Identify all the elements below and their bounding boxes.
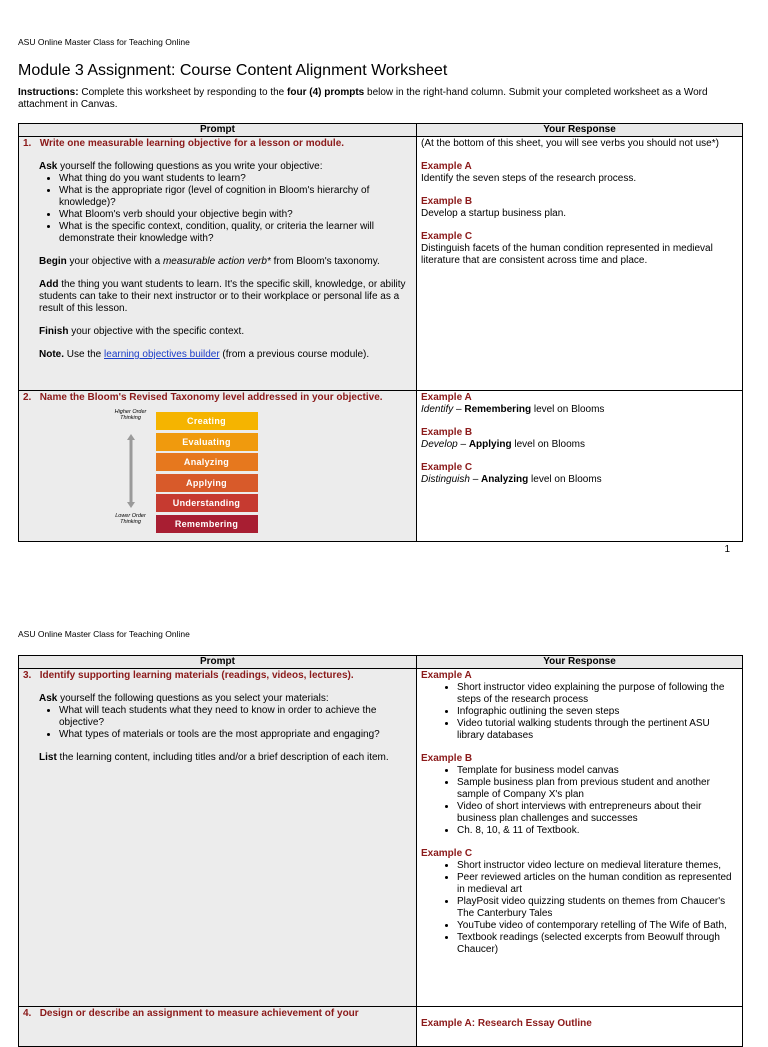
- bloom-level-evaluating: Evaluating: [156, 433, 258, 451]
- q3-list-text: the learning content, including titles and/or a brief description of each item.: [56, 752, 389, 763]
- q4-prompt: [19, 1007, 417, 1047]
- q2-example-a-text: [421, 404, 738, 416]
- q4-response[interactable]: [417, 1007, 743, 1047]
- q2-prompt: [19, 391, 417, 542]
- q1-begin-italic: measurable action verb*: [162, 256, 271, 267]
- q1-finish-bold: Finish: [39, 326, 69, 337]
- q3-prompt: [19, 669, 417, 1007]
- q2-rest: level on Blooms: [531, 404, 605, 415]
- higher-order-label: Higher Order Thinking: [114, 409, 147, 421]
- q1-add-text: the thing you want students to learn. It's the specific skill, knowledge, or ability students can take to their next instructor or to their workplace or personal life as a result of this lesson.: [39, 279, 406, 314]
- q3-response[interactable]: [417, 669, 743, 1007]
- list-item: • YouTube video of contemporary retelling of The Wife of Bath,: [457, 920, 738, 932]
- instructions-text: Complete this worksheet by responding to the: [78, 87, 288, 98]
- list-item: • What Bloom's verb should your objective begin with?: [59, 209, 412, 221]
- q3-example-a-label: Example A: [421, 670, 472, 681]
- instructions-text-2: below in the right-hand column. Submit your completed worksheet as a Word attachment in Canvas.: [18, 87, 708, 110]
- q2-response[interactable]: [417, 391, 743, 542]
- q1-bullets: [23, 173, 412, 245]
- instructions-label: Instructions:: [18, 87, 79, 98]
- list-item: • What thing do you want students to learn?: [59, 173, 412, 185]
- q2-example-c-label: Example C: [421, 462, 473, 473]
- double-arrow-icon: [127, 434, 135, 508]
- prompt-header: Prompt: [19, 124, 417, 137]
- q2-verb: Identify: [421, 404, 454, 415]
- instructions-bold: four (4) prompts: [287, 87, 365, 98]
- list-item: • Infographic outlining the seven steps: [457, 706, 738, 718]
- q1-response[interactable]: [417, 137, 743, 391]
- instructions: [18, 87, 738, 111]
- q2-title: Name the Bloom's Revised Taxonomy level addressed in your objective.: [39, 392, 383, 403]
- q4-example-a-label: Example A: Research Essay Outline: [421, 1018, 592, 1029]
- q2-level: Analyzing: [481, 474, 529, 485]
- list-item: • What will teach students what they need to know in order to achieve the objective?: [59, 705, 412, 729]
- learning-objectives-builder-link[interactable]: learning objectives builder: [104, 349, 220, 360]
- q2-verb: Distinguish: [421, 474, 470, 485]
- q2-level: Remembering: [464, 404, 532, 415]
- q1-note-end: (from a previous course module).: [219, 349, 370, 360]
- bloom-level-understanding: Understanding: [156, 494, 258, 512]
- q1-begin-end: from Bloom's taxonomy.: [270, 256, 380, 267]
- q1-add-bold: Add: [39, 279, 59, 290]
- q3-ask-bold: Ask: [39, 693, 58, 704]
- q3-example-c-list: [421, 860, 738, 956]
- q1-title: Write one measurable learning objective for a lesson or module.: [39, 138, 345, 149]
- table-row-q3: [19, 669, 743, 1007]
- q3-number: 3.: [23, 670, 32, 681]
- q1-ask-text: yourself the following questions as you write your objective:: [57, 161, 323, 172]
- dash: –: [453, 404, 465, 415]
- table-header-row: [19, 656, 743, 669]
- table-row-q1: [19, 137, 743, 391]
- q1-note-bold: Note.: [39, 349, 64, 360]
- list-item: • Video tutorial walking students through the pertinent ASU library databases: [457, 718, 738, 742]
- list-item: • What types of materials or tools are the most appropriate and engaging?: [59, 729, 412, 741]
- list-item: • PlayPosit video quizzing students on themes from Chaucer's The Canterbury Tales: [457, 896, 738, 920]
- q1-response-intro: (At the bottom of this sheet, you will see verbs you should not use*): [421, 138, 719, 149]
- bloom-level-applying: Applying: [156, 474, 258, 492]
- q2-example-b-label: Example B: [421, 427, 473, 438]
- q1-note-text: Use the: [64, 349, 105, 360]
- list-item: • Short instructor video lecture on medieval literature themes,: [457, 860, 738, 872]
- q1-finish-text: your objective with the specific context.: [68, 326, 245, 337]
- page-title: Module 3 Assignment: Course Content Alignment Worksheet: [18, 62, 448, 79]
- q4-number: 4.: [23, 1008, 32, 1019]
- worksheet-table-1: [18, 123, 743, 542]
- response-header: Your Response: [417, 656, 743, 669]
- list-item: • Sample business plan from previous student and another sample of Company X's plan: [457, 777, 738, 801]
- q2-level: Applying: [468, 439, 512, 450]
- q1-begin-bold: Begin: [39, 256, 67, 267]
- q2-verb: Develop: [421, 439, 458, 450]
- q1-example-b-text: Develop a startup business plan.: [421, 208, 567, 219]
- table-row-q2: [19, 391, 743, 542]
- table-header-row: [19, 124, 743, 137]
- q1-example-c-label: Example C: [421, 231, 473, 242]
- dash: –: [469, 474, 482, 485]
- q1-example-b-label: Example B: [421, 196, 473, 207]
- page-number: 1: [724, 544, 730, 555]
- q3-ask-text: yourself the following questions as you select your materials:: [57, 693, 329, 704]
- q1-example-c-text: Distinguish facets of the human condition represented in medieval literature that are consistent across time and place.: [421, 243, 713, 266]
- dash: –: [457, 439, 469, 450]
- q2-rest: level on Blooms: [511, 439, 585, 450]
- q3-title: Identify supporting learning materials (readings, videos, lectures).: [39, 670, 354, 681]
- q3-example-a-list: [421, 682, 738, 742]
- bloom-level-remembering: Remembering: [156, 515, 258, 533]
- q2-rest: level on Blooms: [528, 474, 602, 485]
- blooms-taxonomy-diagram: [114, 410, 314, 534]
- list-item: • Textbook readings (selected excerpts from Beowulf through Chaucer): [457, 932, 738, 956]
- list-item: • What is the appropriate rigor (level of cognition in Bloom's hierarchy of knowledge)?: [59, 185, 412, 209]
- q1-begin-text: your objective with a: [66, 256, 163, 267]
- page-header: ASU Online Master Class for Teaching Online: [18, 629, 190, 639]
- prompt-header: Prompt: [19, 656, 417, 669]
- table-row-q4: [19, 1007, 743, 1047]
- q1-number: 1.: [23, 138, 32, 149]
- q3-example-b-list: [421, 765, 738, 837]
- list-item: • Video of short interviews with entrepreneurs about their business plan challenges and successes: [457, 801, 738, 825]
- list-item: • Ch. 8, 10, & 11 of Textbook.: [457, 825, 738, 837]
- bloom-level-analyzing: Analyzing: [156, 453, 258, 471]
- page-header: ASU Online Master Class for Teaching Online: [18, 37, 190, 47]
- q1-ask-bold: Ask: [39, 161, 58, 172]
- list-item: • Template for business model canvas: [457, 765, 738, 777]
- q1-prompt: [19, 137, 417, 391]
- response-header: Your Response: [417, 124, 743, 137]
- q4-title: Design or describe an assignment to measure achievement of your: [39, 1008, 359, 1019]
- list-item: • What is the specific context, condition, quality, or criteria the learner will demonstrate their knowledge with?: [59, 221, 412, 245]
- page-2: [0, 600, 768, 1029]
- q2-example-b-text: [421, 439, 738, 451]
- q3-bullets: [23, 705, 412, 741]
- q1-example-a-text: Identify the seven steps of the research process.: [421, 173, 637, 184]
- q1-example-a-label: Example A: [421, 161, 472, 172]
- list-item: • Peer reviewed articles on the human condition as represented in medieval art: [457, 872, 738, 896]
- q3-example-c-label: Example C: [421, 848, 473, 859]
- worksheet-table-2: [18, 655, 743, 1047]
- q2-example-c-text: [421, 474, 738, 486]
- lower-order-label: Lower Order Thinking: [115, 513, 146, 525]
- list-item: • Short instructor video explaining the purpose of following the steps of the research process: [457, 682, 738, 706]
- q3-example-b-label: Example B: [421, 753, 473, 764]
- bloom-level-creating: Creating: [156, 412, 258, 430]
- q2-example-a-label: Example A: [421, 392, 472, 403]
- q2-number: 2.: [23, 392, 32, 403]
- q3-list-bold: List: [39, 752, 57, 763]
